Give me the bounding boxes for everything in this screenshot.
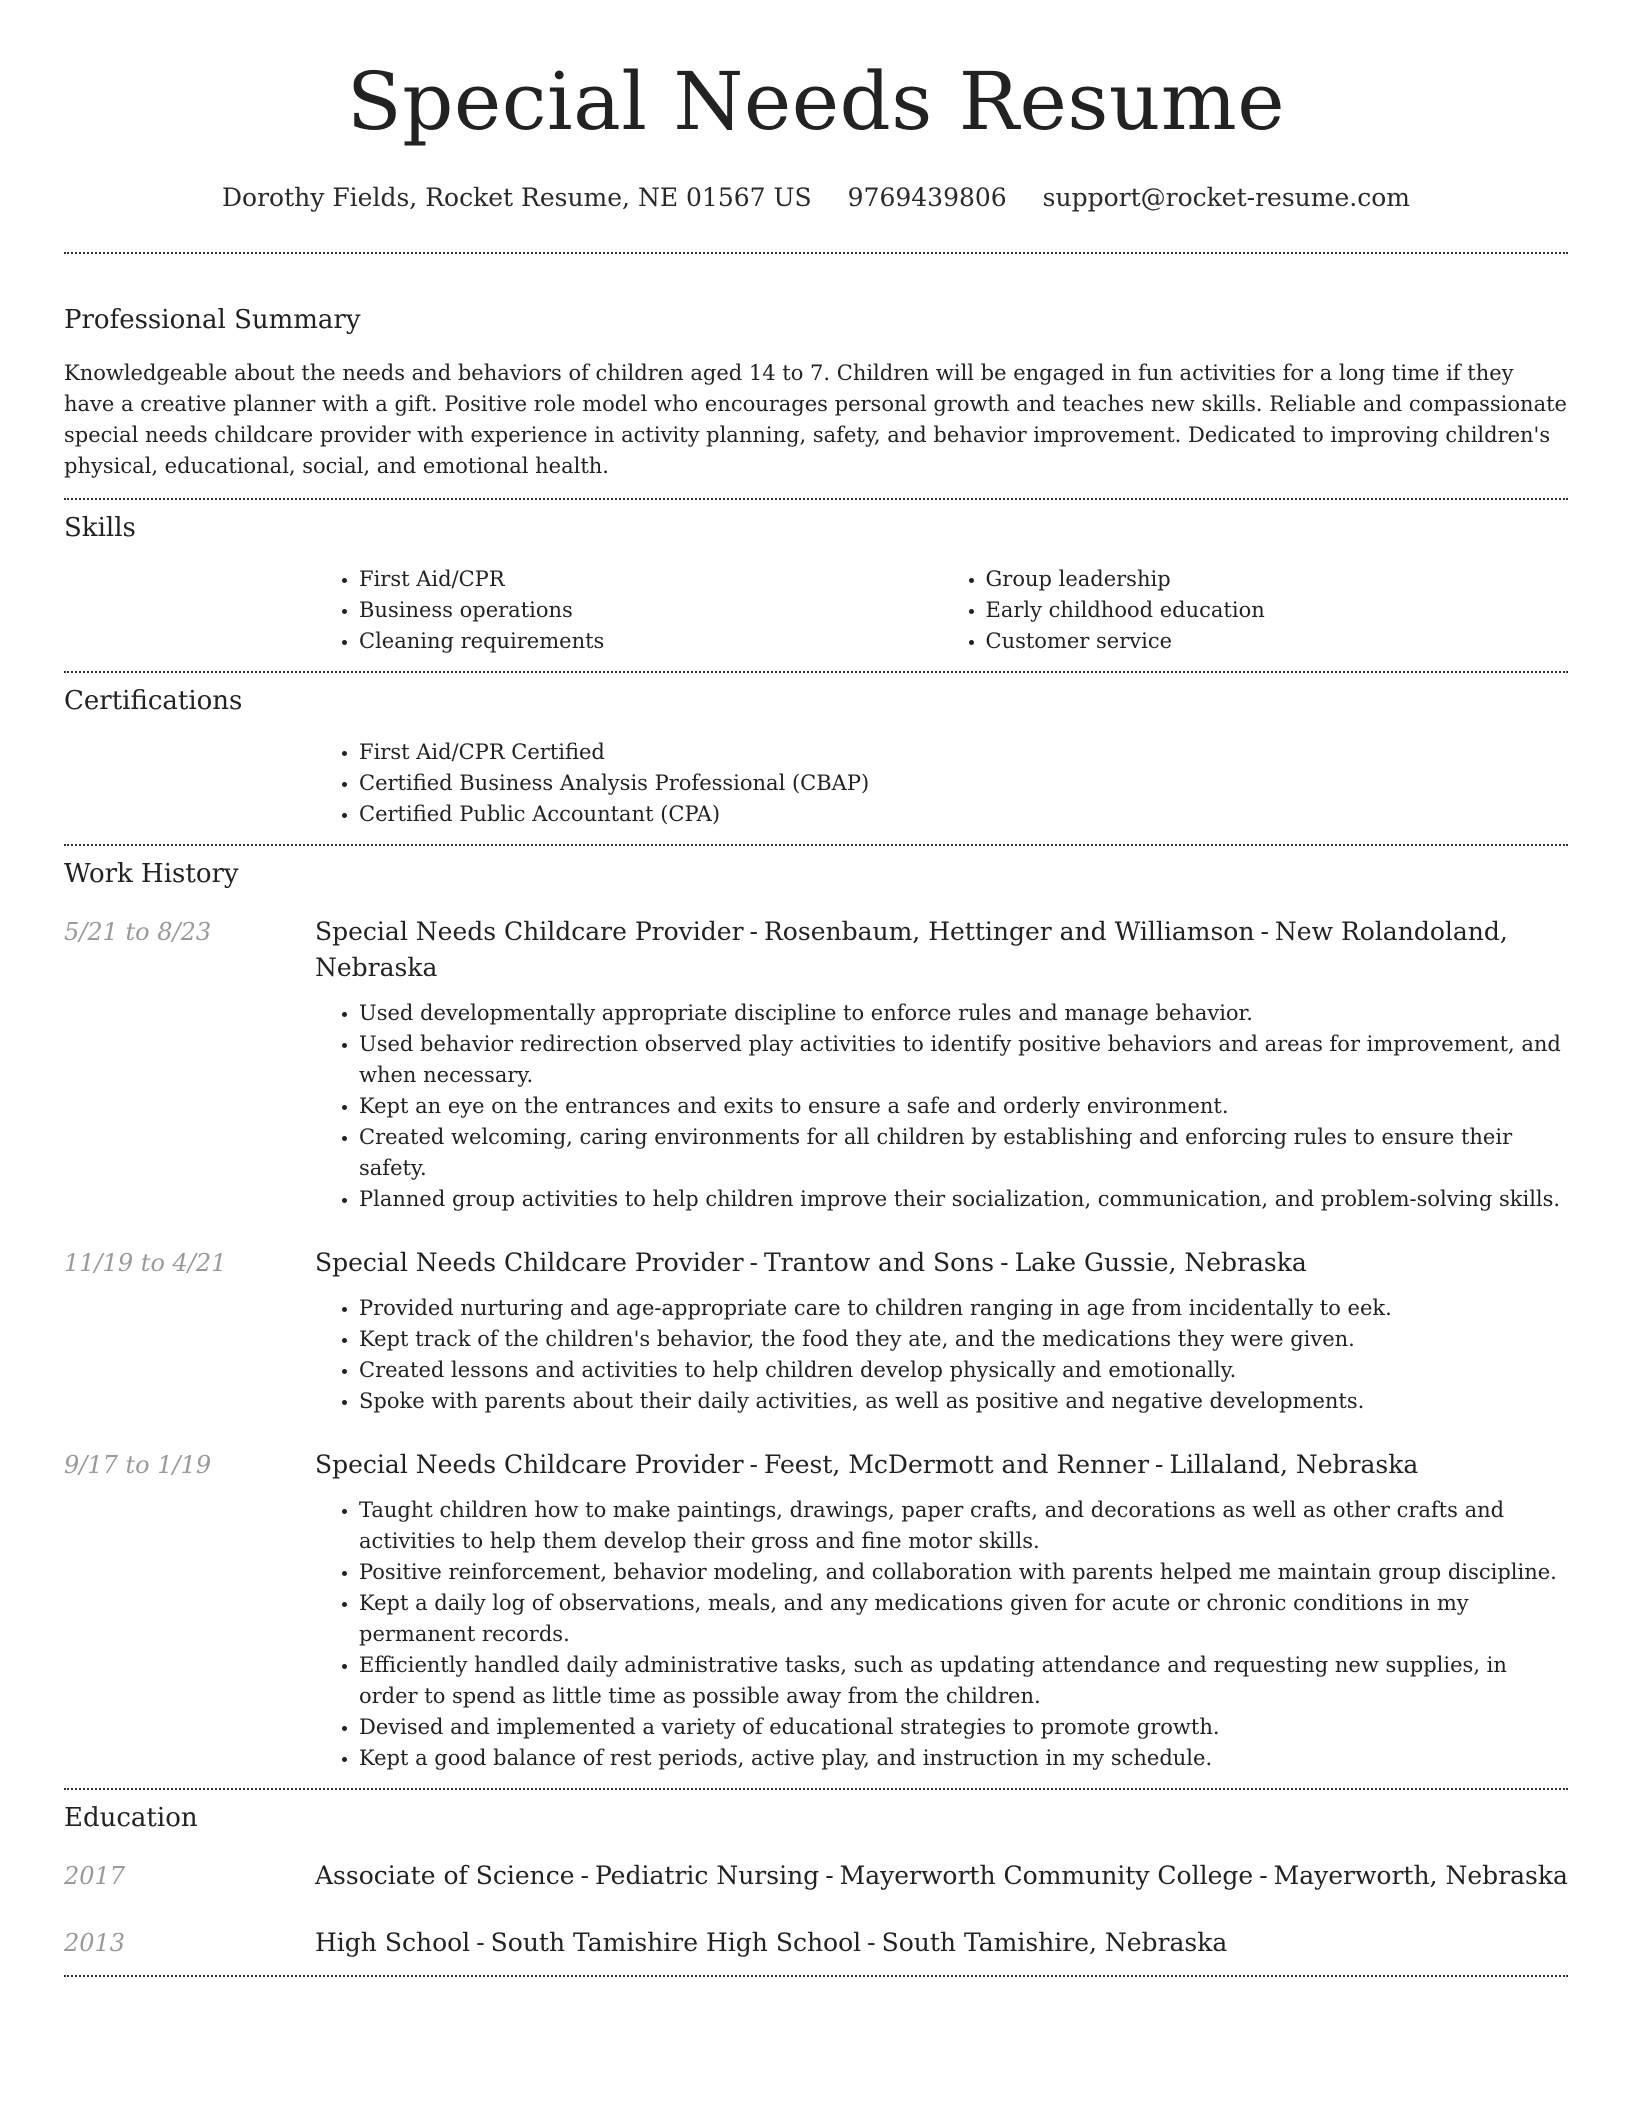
job-bullet: • Provided nurturing and age-appropriate care to children ranging in age from incidentally to eek. (359, 1293, 1568, 1324)
job-company: Rosenbaum, Hettinger and Williamson (763, 917, 1255, 946)
education-school: Mayerworth Community College (839, 1861, 1254, 1890)
skills-section (64, 500, 1568, 671)
summary-text: Knowledgeable about the needs and behaviors of children aged 14 to 7. Children will be engaged in fun activities for a long time if they have a creative planner with a gift. Positive role model who encourages personal growth and teaches new skills. Reliable and compassionate special needs childcare provider with experience in activity planning, safety, and behavior improvement. Dedicated to improving children's physical, educational, social, and emotional health. (64, 361, 1567, 478)
divider (64, 1975, 1568, 1977)
job-body (315, 1293, 1568, 1417)
skill-item: • Early childhood education (986, 595, 1569, 626)
job-heading: Special Needs Childcare Provider - Trantow and Sons - Lake Gussie, Nebraska (315, 1248, 1307, 1277)
education-school: South Tamishire High School (490, 1928, 862, 1957)
job-header-row (64, 1447, 1568, 1483)
skill-item: • Cleaning requirements (359, 626, 942, 657)
education-heading: Associate of Science - Pediatric Nursing - Mayerworth Community College - Mayerworth, Nebraska (315, 1861, 1568, 1890)
certifications-list (315, 737, 1568, 830)
job-bullets (315, 998, 1568, 1215)
job-company: Trantow and Sons (763, 1248, 995, 1277)
job-company: Feest, McDermott and Renner (763, 1450, 1150, 1479)
job-bullet: • Kept track of the children's behavior, the food they ate, and the medications they were given. (359, 1324, 1568, 1355)
skills-columns (315, 564, 1568, 657)
education-location: South Tamishire, Nebraska (881, 1928, 1228, 1957)
job-body (315, 998, 1568, 1215)
certifications-section (64, 673, 1568, 844)
job-title: Special Needs Childcare Provider (315, 917, 744, 946)
job-bullet: • Used behavior redirection observed play activities to identify positive behaviors and areas for improvement, and when necessary. (359, 1029, 1568, 1091)
job-dates: 5/21 to 8/23 (64, 918, 212, 946)
job-bullet: • Kept an eye on the entrances and exits to ensure a safe and orderly environment. (359, 1091, 1568, 1122)
skill-item: • Customer service (986, 626, 1569, 657)
education-field: Pediatric Nursing (594, 1861, 820, 1890)
education-year: 2013 (64, 1929, 126, 1957)
contact-line (64, 180, 1568, 216)
education-entry (64, 1925, 1568, 1961)
job-entry (64, 914, 1568, 1215)
job-dates: 9/17 to 1/19 (64, 1451, 212, 1479)
certifications-body (315, 737, 1568, 830)
summary-section (64, 254, 1568, 498)
education-degree: Associate of Science (315, 1861, 575, 1890)
certification-item: • Certified Public Accountant (CPA) (359, 799, 1568, 830)
job-entry (64, 1447, 1568, 1774)
resume-page (64, 0, 1568, 1977)
section-title-skills: Skills (64, 513, 136, 543)
page-title: Special Needs Resume (346, 55, 1286, 148)
job-bullet: • Efficiently handled daily administrative tasks, such as updating attendance and requesting new supplies, in order to spend as little time as possible away from the children. (359, 1650, 1568, 1712)
job-title: Special Needs Childcare Provider (315, 1450, 744, 1479)
education-section (64, 1790, 1568, 1975)
certification-item: • Certified Business Analysis Professional (CBAP) (359, 768, 1568, 799)
job-bullet: • Planned group activities to help children improve their socialization, communication, and problem-solving skills. (359, 1184, 1568, 1215)
job-location: New Rolandoland, Nebraska (315, 917, 1508, 982)
skill-item: • First Aid/CPR (359, 564, 942, 595)
section-title-certifications: Certifications (64, 686, 243, 716)
education-year: 2017 (64, 1862, 126, 1890)
job-entry (64, 1245, 1568, 1417)
job-bullet: • Kept a daily log of observations, meals, and any medications given for acute or chronic conditions in my permanent records. (359, 1588, 1568, 1650)
job-heading: Special Needs Childcare Provider - Rosenbaum, Hettinger and Williamson - New Rolandoland, Nebraska (315, 917, 1508, 982)
job-header-row (64, 914, 1568, 986)
job-bullet: • Used developmentally appropriate discipline to enforce rules and manage behavior. (359, 998, 1568, 1029)
skills-list-right (942, 564, 1569, 657)
section-title-education: Education (64, 1803, 198, 1833)
section-title-summary: Professional Summary (64, 305, 361, 335)
skill-item: • Group leadership (986, 564, 1569, 595)
job-bullets (315, 1495, 1568, 1774)
contact-phone: 9769439806 (847, 183, 1007, 212)
contact-email: support@rocket-resume.com (1042, 183, 1410, 212)
job-dates: 11/19 to 4/21 (64, 1249, 227, 1277)
job-bullet: • Spoke with parents about their daily activities, as well as positive and negative developments. (359, 1386, 1568, 1417)
job-bullet: • Devised and implemented a variety of educational strategies to promote growth. (359, 1712, 1568, 1743)
job-bullet: • Taught children how to make paintings, drawings, paper crafts, and decorations as well as other crafts and activities to help them develop their gross and fine motor skills. (359, 1495, 1568, 1557)
certification-item: • First Aid/CPR Certified (359, 737, 1568, 768)
skill-item: • Business operations (359, 595, 942, 626)
job-bullet: • Created welcoming, caring environments for all children by establishing and enforcing rules to ensure their safety. (359, 1122, 1568, 1184)
education-heading: High School - South Tamishire High School - South Tamishire, Nebraska (315, 1928, 1228, 1957)
work-section (64, 846, 1568, 1788)
education-location: Mayerworth, Nebraska (1273, 1861, 1568, 1890)
section-title-work: Work History (64, 859, 239, 889)
contact-address: Dorothy Fields, Rocket Resume, NE 01567 US (222, 183, 812, 212)
job-body (315, 1495, 1568, 1774)
skills-list-left (315, 564, 942, 657)
job-bullet: • Kept a good balance of rest periods, active play, and instruction in my schedule. (359, 1743, 1568, 1774)
job-location: Lake Gussie, Nebraska (1014, 1248, 1307, 1277)
education-degree: High School (315, 1928, 471, 1957)
job-bullet: • Positive reinforcement, behavior modeling, and collaboration with parents helped me maintain group discipline. (359, 1557, 1568, 1588)
job-title: Special Needs Childcare Provider (315, 1248, 744, 1277)
job-bullets (315, 1293, 1568, 1417)
education-entry (64, 1858, 1568, 1894)
job-location: Lillaland, Nebraska (1169, 1450, 1419, 1479)
job-header-row (64, 1245, 1568, 1281)
job-heading: Special Needs Childcare Provider - Feest, McDermott and Renner - Lillaland, Nebraska (315, 1450, 1419, 1479)
job-bullet: • Created lessons and activities to help children develop physically and emotionally. (359, 1355, 1568, 1386)
